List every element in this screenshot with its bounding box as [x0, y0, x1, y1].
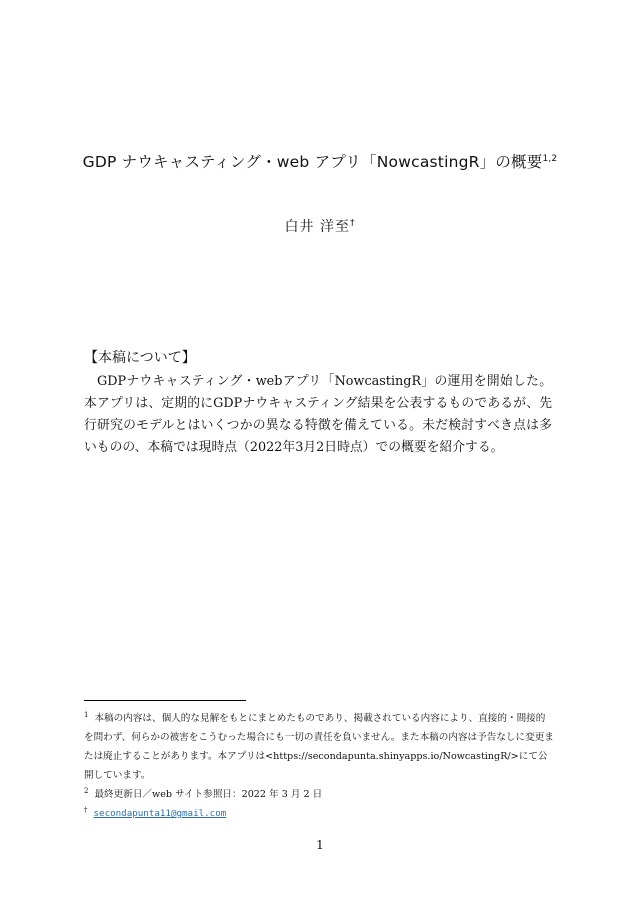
footnote-1-mark: 1	[84, 710, 89, 719]
footnote-1	[84, 709, 554, 785]
paper-title	[0, 150, 640, 172]
footnote-2-text: 最終更新日／web サイト参照日：2022 年 3 月 2 日	[94, 789, 323, 800]
footnote-3-mark: †	[84, 805, 88, 814]
title-footnote-marks: 1,2	[542, 153, 558, 164]
section-heading: 【本稿について】	[84, 350, 196, 366]
footnote-2-mark: 2	[84, 786, 89, 795]
title-text: GDP ナウキャスティング・web アプリ「NowcastingR」の概要	[82, 153, 543, 171]
footnote-1-text: 本稿の内容は、個人的な見解をもとにまとめたものであり、掲載されている内容により、直接的・間接的を問わず、何らかの被害をこうむった場合にも一切の責任を負いません。また本稿の内容は予告なしに変更または廃止することがあります。本アプリは<https://secondapunta.shinyapps.io/NowcastingR/>にて公開しています。	[84, 713, 554, 781]
footnote-divider	[84, 700, 246, 701]
author-name: 白井 洋至	[284, 219, 350, 235]
footnote-2	[84, 785, 554, 804]
page-number: 1	[316, 838, 324, 852]
footnotes	[84, 709, 554, 823]
abstract-paragraph: GDPナウキャスティング・webアプリ「NowcastingR」の運用を開始した。本アプリは、定期的にGDPナウキャスティング結果を公表するものであるが、先行研究のモデルとはいくつかの異なる特徴を備えている。未だ検討すべき点は多いものの、本稿では現時点（2022年3月2日時点）での概要を紹介する。	[84, 374, 552, 455]
author-email-link[interactable]: secondapunta11@gmail.com	[93, 808, 227, 819]
author-line	[0, 216, 640, 236]
footnote-3	[84, 804, 554, 823]
author-footnote-mark: †	[349, 218, 356, 229]
